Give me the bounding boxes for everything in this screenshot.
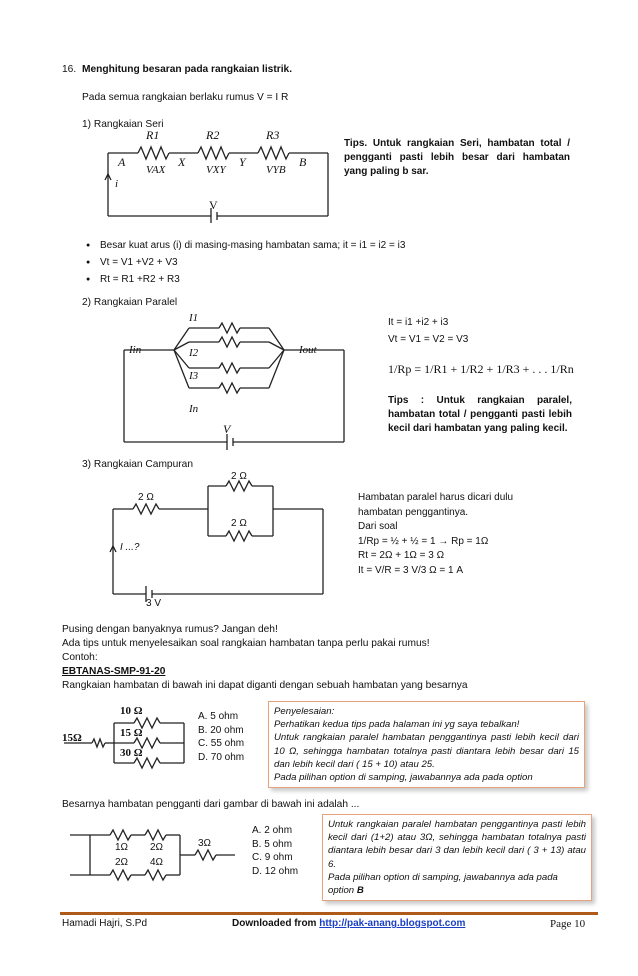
footer-download-prefix: Downloaded from (232, 918, 317, 929)
example1-options (198, 710, 244, 764)
label-mixed-r-top: 2 Ω (231, 471, 247, 482)
solution-line: Pada pilihan option di samping, jawabannya ada pada option (274, 772, 533, 784)
parallel-heading: 2) Rangkaian Paralel (82, 297, 178, 308)
mixed-explain-line: Hambatan paralel harus dicari dulu (358, 492, 514, 503)
example1-circuit-diagram (62, 705, 192, 773)
option-a: A. 5 ohm (198, 711, 239, 722)
label-mixed-r-series: 2 Ω (138, 492, 154, 503)
label-mixed-r-bottom: 2 Ω (231, 518, 247, 529)
label-30-ohm: 30 Ω (120, 747, 143, 759)
mixed-heading: 3) Rangkaian Campuran (82, 459, 193, 470)
label-i1: I1 (189, 312, 199, 324)
label-r3: R3 (266, 128, 280, 142)
solution-line: Perhatikan kedua tips pada halaman ini yg saya tebalkan! (274, 719, 520, 731)
footer-author: Hamadi Hajri, S.Pd (62, 918, 148, 929)
label-mixed-current: I ...? (120, 542, 140, 553)
series-heading: 1) Rangkaian Seri (82, 119, 164, 130)
question-title: Menghitung besaran pada rangkaian listrik. (82, 64, 293, 75)
example2-options (252, 824, 298, 878)
label-iout: Iout (299, 344, 317, 356)
label-v-parallel: V (223, 422, 231, 436)
solution-line: Penyelesaian: (274, 706, 335, 717)
option-c: C. 9 ohm (252, 852, 293, 863)
footer-divider (60, 912, 598, 915)
series-tips: Tips. Untuk rangkaian Seri, hambatan total / pengganti pasti lebih besar dari hambatan yang paling b sar. (344, 138, 570, 177)
label-i2: I2 (189, 347, 199, 359)
parallel-formula-resistance: 1/Rp = 1/R1 + 1/R2 + 1/R3 + . . . 1/Rn (388, 362, 574, 376)
label-4-ohm: 4Ω (150, 857, 164, 868)
label-y: Y (239, 155, 246, 169)
question-intro: Pada semua rangkaian berlaku rumus V = I R (82, 92, 289, 103)
label-15-ohm: 15 Ω (120, 727, 143, 739)
mixed-explain-line: 1/Rp = ½ + ½ = 1 → Rp = 1Ω (358, 535, 489, 547)
mixed-explain-line: Dari soal (358, 521, 398, 532)
label-in: In (189, 403, 199, 415)
label-a: A (118, 155, 126, 169)
label-2-ohm-bottom: 2Ω (115, 857, 129, 868)
example2-solution-callout (322, 814, 592, 901)
option-d: D. 12 ohm (252, 865, 299, 877)
example1-question: Rangkaian hambatan di bawah ini dapat diganti dengan sebuah hambatan yang besarnya (62, 680, 468, 691)
label-15-ohm-series: 15Ω (62, 732, 82, 744)
series-bullet-2: ● Vt = V1 +V2 + V3 (100, 256, 178, 270)
label-v: V (209, 198, 218, 212)
mixed-circuit-diagram (108, 471, 328, 609)
footer-page-number: Page 10 (550, 918, 586, 930)
body-line: Contoh: (62, 652, 98, 663)
label-i: i (115, 178, 119, 190)
mixed-explain-line: hambatan penggantinya. (358, 506, 469, 518)
solution-line: Pada pilihan option di samping, jawabannya ada pada option (328, 871, 558, 897)
label-b: B (299, 155, 307, 169)
footer-download (232, 918, 465, 929)
solution-line: Untuk rangkaian paralel hambatan penggantinya pasti lebih kecil dari (1+2) atau 3Ω, sehingga hambatan totalnya pasti diantara lebih besar dari 3 dan lebih kecil dari ( 3 + 13) atau 6. (328, 819, 586, 870)
example1-source: EBTANAS-SMP-91-20 (62, 666, 166, 677)
solution-line: Untuk rangkaian paralel hambatan penggantinya pasti lebih kecil dari 10 Ω, sehingga hambatan totalnya pasti diantara lebih besar dari 15 dan lebih kecil dari ( 15 + 10) atau 25. (274, 732, 579, 770)
label-mixed-voltage: 3 V (146, 598, 162, 609)
option-b: B. 20 ohm (198, 724, 244, 736)
label-i3: I3 (189, 370, 199, 382)
body-line: Ada tips untuk menyelesaikan soal rangkaian hambatan tanpa perlu pakai rumus! (62, 638, 430, 649)
label-2-ohm-top: 2Ω (150, 842, 164, 853)
mixed-explain-line: Rt = 2Ω + 1Ω = 3 Ω (358, 550, 445, 561)
label-vxy: VXY (206, 164, 226, 176)
parallel-circuit-diagram (119, 310, 349, 450)
label-1-ohm: 1Ω (115, 842, 129, 853)
mixed-explanation (358, 491, 554, 578)
question-number: 16. (62, 64, 77, 75)
label-vax: VAX (146, 164, 166, 176)
option-b: B. 5 ohm (252, 838, 293, 850)
body-line: Pusing dengan banyaknya rumus? Jangan deh! (62, 624, 278, 635)
example2-circuit-diagram (70, 820, 235, 890)
label-vyb: VYB (266, 164, 286, 176)
footer-download-link[interactable]: http://pak-anang.blogspot.com (319, 918, 466, 929)
label-x: X (178, 155, 186, 169)
label-iin: Iin (129, 344, 142, 356)
label-r2: R2 (206, 128, 220, 142)
parallel-formula-current: It = i1 +i2 + i3 (388, 317, 449, 328)
series-bullet-1: ● Besar kuat arus (i) di masing-masing hambatan sama; it = i1 = i2 = i3 (100, 239, 405, 253)
mixed-explain-line: It = V/R = 3 V/3 Ω = 1 A (358, 564, 464, 576)
answer-letter: B (356, 885, 364, 897)
example2-question: Besarnya hambatan pengganti dari gambar di bawah ini adalah ... (62, 799, 360, 810)
parallel-formula-voltage: Vt = V1 = V2 = V3 (388, 334, 469, 345)
series-bullet-3: ● Rt = R1 +R2 + R3 (100, 273, 180, 287)
option-a: A. 2 ohm (252, 825, 293, 836)
series-circuit-diagram (103, 128, 333, 223)
example1-solution-callout (268, 701, 585, 788)
label-10-ohm: 10 Ω (120, 705, 143, 717)
label-r1: R1 (146, 128, 160, 142)
label-3-ohm: 3Ω (198, 838, 212, 849)
option-d: D. 70 ohm (198, 751, 245, 763)
option-c: C. 55 ohm (198, 738, 245, 749)
parallel-tips: Tips : Untuk rangkaian paralel, hambatan total / pengganti pasti lebih kecil dari hambatan yang paling kecil. (388, 395, 572, 434)
